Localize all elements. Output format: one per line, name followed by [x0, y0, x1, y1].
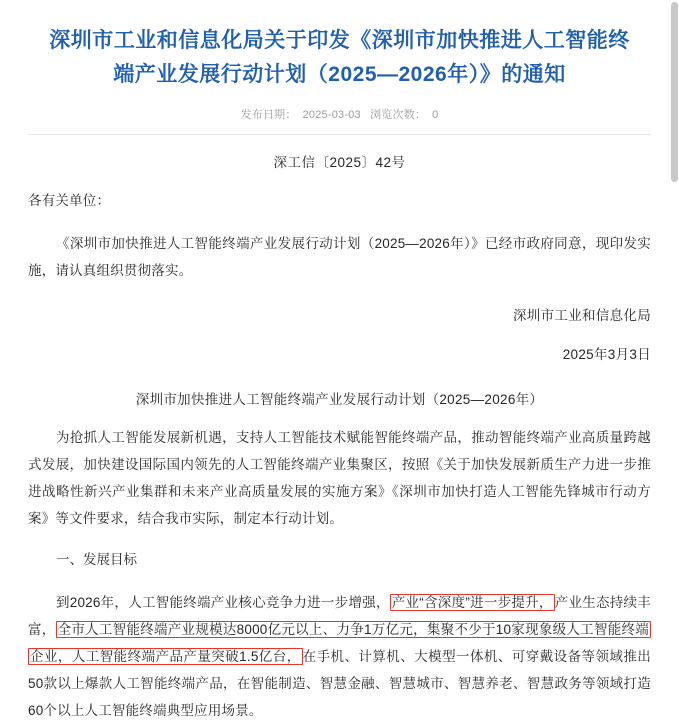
goal-highlight-2: 全市人工智能终端产业规模达8000亿元以上、力争1万亿元，集聚不少于10家现象级人工智能终端企业，人工智能终端产品产量突破1.5亿台， [30, 622, 649, 664]
views-value: 0 [432, 109, 439, 121]
goal-highlight-1: 产业“含深度”进一步提升， [391, 595, 553, 610]
background-paragraph: 为抢抓人工智能发展新机遇，支持人工智能技术赋能智能终端产品，推动智能终端产业高质量跨越式发展，加快建设国际国内领先的人工智能终端产业集聚区，按照《关于加快发展新质生产力进一步推进战略性新兴产业集群和未来产业高质量发展的实施方案》《深圳市加快打造人工智能先锋城市行动方案》等文件要求，结合我市实际，制定本行动计划。 [28, 430, 651, 526]
document-number: 深工信〔2025〕42号 [273, 155, 406, 170]
page-title: 深圳市工业和信息化局关于印发《深圳市加快推进人工智能终端产业发展行动计划（2025—2026年）》的通知 [49, 29, 630, 86]
publish-date-label: 发布日期： [240, 109, 297, 121]
section-one-heading: 一、发展目标 [56, 552, 137, 567]
header-divider [28, 134, 651, 135]
page-scrollbar[interactable] [670, 0, 679, 627]
goal-text-part-1: 到2026年，人工智能终端产业核心竞争力进一步增强， [56, 595, 390, 610]
scrollbar-thumb[interactable] [671, 2, 678, 182]
plan-title: 深圳市加快推进人工智能终端产业发展行动计划（2025—2026年） [135, 392, 544, 407]
goal-text-part-3: 在手机、计算机、大模型一体机、可穿戴设备等领域推出50款以上爆款人工智能终端产品，在智能制造、智慧金融、智慧城市、智慧养老、智慧政务等领域打造60个以上人工智能终端典型应用场景。 [28, 649, 652, 718]
views-label: 浏览次数： [370, 109, 427, 121]
document-meta [28, 106, 651, 122]
goal-text-part-2: 产业生态持续丰富， [28, 595, 651, 637]
publish-date-value: 2025-03-03 [302, 109, 361, 121]
intro-paragraph: 《深圳市加快推进人工智能终端产业发展行动计划（2025—2026年）》已经市政府同意，现印发实施，请认真组织贯彻落实。 [28, 236, 651, 278]
issue-date: 2025年3月3日 [562, 347, 651, 362]
development-goal-paragraph [28, 589, 651, 724]
salutation: 各有关单位： [28, 193, 111, 208]
issuer-name: 深圳市工业和信息化局 [513, 308, 651, 323]
